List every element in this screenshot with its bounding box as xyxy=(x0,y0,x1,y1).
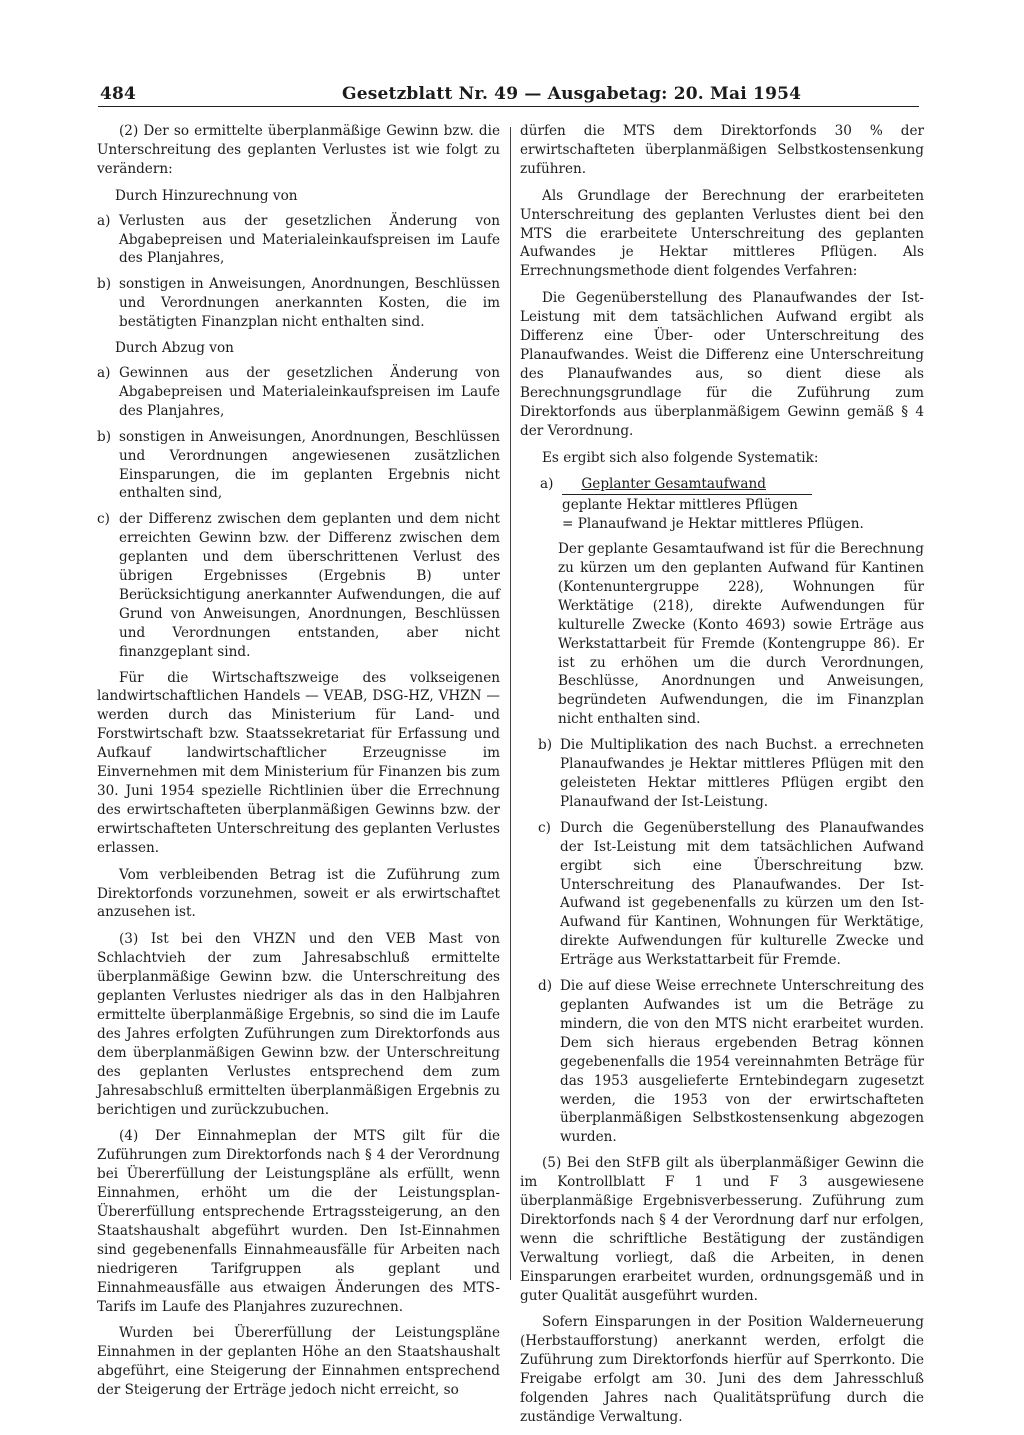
paragraph-3: (3) Ist bei den VHZN und den VEB Mast von Schlachtvieh der zum Jahresabschluß ermittelte überplanmäßige Gewinn bzw. die Unterschreitung des geplanten Verlustes niedriger als das in den Halbjahren ermittelte überplanmäßige Ergebnis, so sind die im Laufe des Jahres erfolgten Zuführungen zum Direktorfonds aus dem überplanmäßigen Gewinn bzw. der Unterschreitung des geplanten Verlustes entsprechend dem zum Jahresabschluß ermittelten überplanmäßigen Ergebnis zu berichtigen und zurückzubuchen. xyxy=(97,931,500,1118)
list-item xyxy=(538,736,924,812)
right-column xyxy=(520,122,924,1435)
list-text: der Differenz zwischen dem geplanten und dem nicht erreichten Gewinn bzw. der Differenz zwischen dem geplanten und dem überschrittenen Verlust des übrigen Ergebnisses (Ergebnis B) unter Berücksichtigung anerkannter Aufwendungen, die auf Grund von Anweisungen, Anordnungen, Beschlüssen und Verordnungen entstanden, aber nicht finanzgeplant sind. xyxy=(119,511,500,660)
verbleib-paragraph: Vom verbleibenden Betrag ist die Zuführung zum Direktorfonds vorzunehmen, soweit er als erwirtschaftet anzusehen ist. xyxy=(97,866,500,921)
page-header-title: Gesetzblatt Nr. 49 — Ausgabetag: 20. Mai 1954 xyxy=(342,84,802,104)
hinzurechnung-heading: Durch Hinzurechnung von xyxy=(115,187,298,204)
left-column xyxy=(97,122,500,1408)
verfahren-paragraph: Die Gegenüberstellung des Planaufwandes der Ist-Leistung mit dem tatsächlichen Aufwand ergibt als Differenz eine Über- oder Unterschreitung des Planaufwandes. Weist die Differenz eine Unterschreitung des Planaufwandes aus, so dient diese als Berechnungsgrundlage für die Zuführung zum Direktorfonds aus überplanmäßigem Gewinn gemäß § 4 der Verordnung. xyxy=(520,290,924,439)
grundlage-paragraph: Als Grundlage der Berechnung der erarbeiteten Unterschreitung des geplanten Verlustes dient bei den MTS die erarbeitete Unterschreitung des geplanten Aufwandes je Hektar mittleres Pflügen. Als Errechnungsmethode dient folgendes Verfahren: xyxy=(520,187,924,280)
paragraph-5: (5) Bei den StFB gilt als überplanmäßiger Gewinn die im Kontrollblatt F 1 und F 3 ausgewiesene überplanmäßige Ergebnisverbesserung. Zuführung zum Direktorfonds nach § 4 der Verordnung darf nur erfolgen, wenn die schriftliche Bestätigung der zuständigen Verwaltung vorliegt, daß die Arbeiten, in denen Einsparungen erarbeitet wurden, ordnungsgemäß und in guter Qualität ausgeführt wurden. xyxy=(520,1155,924,1304)
formula-explanation: Der geplante Gesamtaufwand ist für die Berechnung zu kürzen um den geplanten Aufwand für Kantinen (Kontenuntergruppe 228), Wohnungen für Werktätige (218), direkte Aufwendungen für kulturelle Zwecke (Konto 4693) sowie Erträge aus Werkstattarbeit für Fremde (Kontengruppe 86). Er ist zu erhöhen um die durch Verordnungen, Beschlüsse, Anordnungen und Anweisungen, begründeten Aufwendungen, die im Finanzplan nicht enthalten sind. xyxy=(558,541,924,728)
list-label: d) xyxy=(538,978,553,995)
abzug-heading: Durch Abzug von xyxy=(115,340,234,357)
list-label: b) xyxy=(538,737,553,754)
list-item xyxy=(97,510,500,661)
header-rule xyxy=(98,106,919,107)
list-item xyxy=(97,364,500,421)
handel-paragraph: Für die Wirtschaftszweige des volkseigenen landwirtschaftlichen Handels — VEAB, DSG-HZ, VHZN — werden durch das Ministerium für Land- und Forstwirtschaft bzw. Staatssekretariat für Erfassung und Aufkauf landwirtschaftlicher Erzeugnisse im Einvernehmen mit dem Ministerium für Finanzen bis zum 30. Juni 1954 spezielle Richtlinien über die Errechnung des erwirtschafteten überplanmäßigen Gewinns bzw. der erwirtschafteten Unterschreitung des geplanten Verlustes erlassen. xyxy=(97,669,500,856)
formula-label: a) xyxy=(540,476,554,493)
list-item xyxy=(97,275,500,332)
list-text: Die Multiplikation des nach Buchst. a errechneten Planaufwandes je Hektar mittleres Pflügen mit den geleisteten Hektar mittleres Pflügen ergibt den Planaufwand der Ist-Leistung. xyxy=(560,737,924,810)
list-item xyxy=(97,428,500,504)
list-item xyxy=(97,212,500,269)
list-label: c) xyxy=(97,511,110,528)
formula-numerator: Geplanter Gesamtaufwand xyxy=(581,476,766,493)
list-label: b) xyxy=(97,428,112,445)
list-item xyxy=(538,977,924,1147)
list-label: a) xyxy=(97,212,111,229)
list-text: Durch die Gegenüberstellung des Planaufwandes der Ist-Leistung mit dem tatsächlichen Aufwand ergibt sich eine Überschreitung bzw. Unterschreitung des Planaufwandes. Der Ist-Aufwand ist gegebenenfalls zu kürzen um den Ist-Aufwand für Kantinen, Wohnungen für Werktätige, direkte Aufwendungen für kulturelle Zwecke und Erträge aus Werkstattarbeit für Fremde. xyxy=(560,819,924,969)
paragraph-4: (4) Der Einnahmeplan der MTS gilt für die Zuführungen zum Direktorfonds nach § 4 der Verordnung bei Übererfüllung der Leistungspläne als erfüllt, wenn Einnahmen, erhöht um die der Leistungsplan-Übererfüllung entsprechende Ertragssteigerung, an den Staatshaushalt abgeführt wurden. Den Ist-Einnahmen sind gegebenenfalls Einnahmeausfälle für Arbeiten nach niedrigeren Tarifgruppen als geplant und Einnahmeausfälle aus etwaigen Änderungen des MTS-Tarifs im Laufe des Planjahres zuzurechnen. xyxy=(97,1128,500,1315)
list-label: b) xyxy=(97,276,112,293)
walderneuerung-paragraph: Sofern Einsparungen in der Position Walderneuerung (Herbstaufforstung) anerkannt werden, erfolgt die Zuführung zum Direktorfonds hierfür auf Sperrkonto. Die Freigabe erfolgt am 30. Juni des dem Jahresschluß folgenden Jahres nach Qualitätsprüfung durch die zuständige Verwaltung. xyxy=(520,1314,924,1425)
formula-result: = Planaufwand je Hektar mittleres Pflügen. xyxy=(562,516,864,533)
list-text: Verlusten aus der gesetzlichen Änderung von Abgabepreisen und Materialeinkaufspreisen im Laufe des Planjahres, xyxy=(119,212,500,267)
list-text: sonstigen in Anweisungen, Anordnungen, Beschlüssen und Verordnungen anerkannten Kosten, die im bestätigten Finanzplan nicht enthalten sind. xyxy=(119,276,500,331)
list-label: a) xyxy=(97,364,111,381)
list-item xyxy=(538,819,924,970)
continuation-paragraph: dürfen die MTS dem Direktorfonds 30 % der erwirtschafteten überplanmäßigen Selbstkostensenkung zuführen. xyxy=(520,123,924,177)
formula-denominator: geplante Hektar mittleres Pflügen xyxy=(562,494,812,515)
formula xyxy=(540,475,924,534)
paragraph-4-continued: Wurden bei Übererfüllung der Leistungspläne Einnahmen in der geplanten Höhe an den Staatshaushalt abgeführt, eine Steigerung der Einnahmen entsprechend der Steigerung der Erträge jedoch nicht erreicht, so xyxy=(97,1325,500,1399)
column-divider xyxy=(510,127,511,1280)
page-number: 484 xyxy=(100,84,137,104)
list-label: c) xyxy=(538,819,551,836)
paragraph-2: (2) Der so ermittelte überplanmäßige Gewinn bzw. die Unterschreitung des geplanten Verlustes ist wie folgt zu verändern: xyxy=(97,123,500,177)
list-text: Gewinnen aus der gesetzlichen Änderung von Abgabepreisen und Materialeinkaufspreisen im Laufe des Planjahres, xyxy=(119,364,500,419)
list-text: sonstigen in Anweisungen, Anordnungen, Beschlüssen und Verordnungen angewiesenen zusätzlichen Einsparungen, die im geplanten Ergebnis nicht enthalten sind, xyxy=(119,428,500,502)
list-text: Die auf diese Weise errechnete Unterschreitung des geplanten Aufwandes ist um die Beträge zu mindern, die von den MTS nicht erarbeitet wurden. Dem sich hieraus ergebenden Betrag können gegebenenfalls die 1954 vereinnahmten Beträge für das 1953 ausgelieferte Erntebindegarn zugesetzt werden, die 1953 von der erwirtschafteten überplanmäßigen Selbstkostensenkung abgezogen wurden. xyxy=(560,978,924,1146)
systematik-intro: Es ergibt sich also folgende Systematik: xyxy=(542,449,819,466)
